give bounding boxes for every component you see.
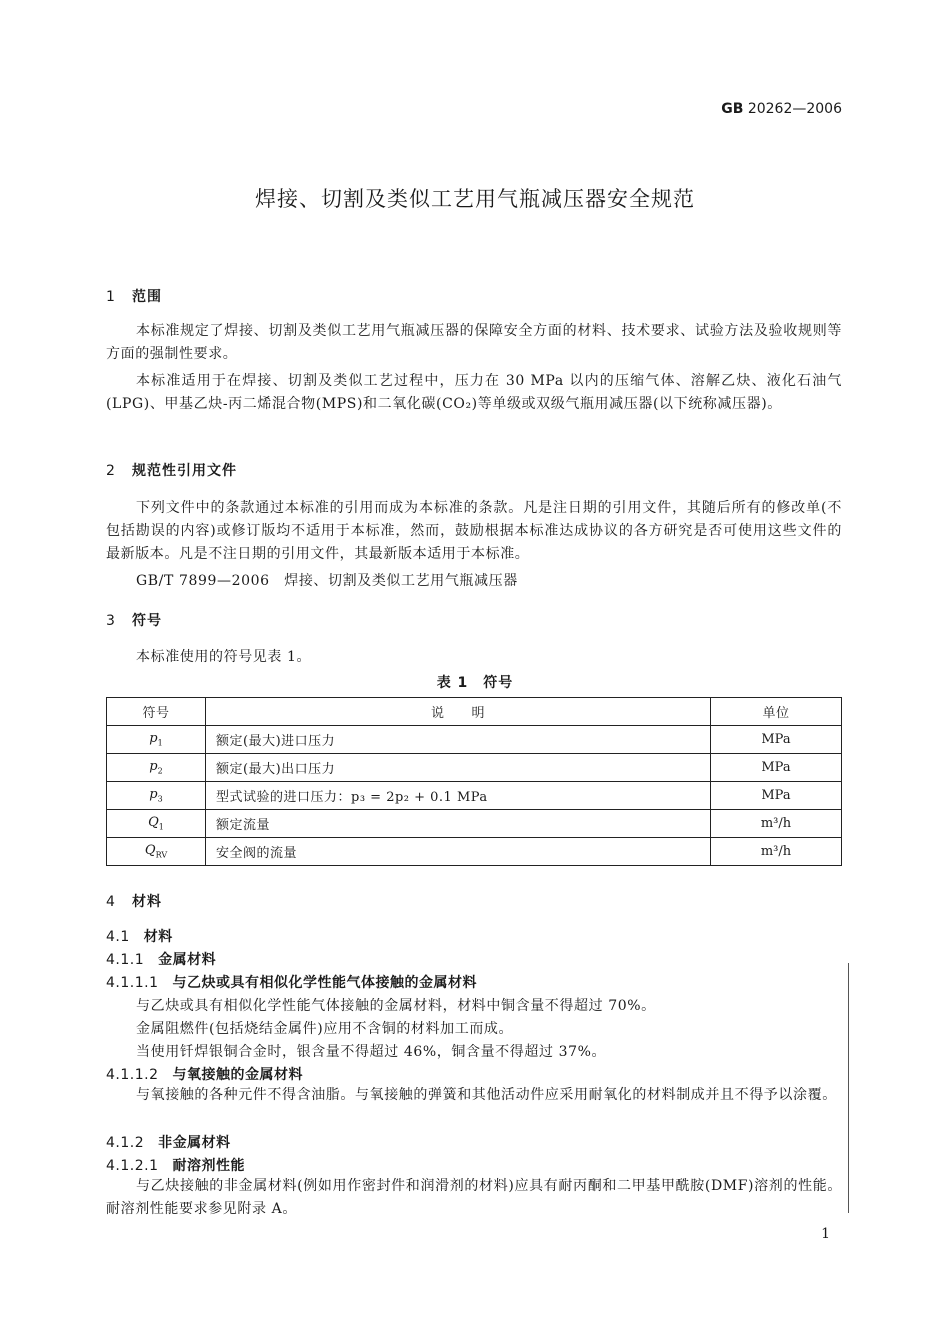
table-header-symbol: 符号: [107, 698, 206, 726]
section-4-heading: [106, 891, 162, 911]
table-header-description: 说 明: [206, 698, 711, 726]
description-cell: 额定流量: [206, 810, 711, 838]
description-cell: 额定(最大)出口压力: [206, 754, 711, 782]
subsection-4-1-2-heading: 4.1.2 非金属材料: [106, 1135, 231, 1151]
description-cell: 型式试验的进口压力：p₃ = 2p₂ + 0.1 MPa: [206, 782, 711, 810]
standard-number: 20262—2006: [747, 101, 842, 117]
section-3-paragraph: 本标准使用的符号见表 1。: [136, 649, 312, 665]
subsection-4-1-1-1-line-3: 当使用钎焊银铜合金时，银含量不得超过 46%，铜含量不得超过 37%。: [136, 1044, 607, 1060]
change-bar: [848, 963, 849, 1213]
section-2-paragraph-1: 下列文件中的条款通过本标准的引用而成为本标准的条款。凡是注日期的引用文件，其随后所有的修改单(不包括勘误的内容)或修订版均不适用于本标准，然而，鼓励根据本标准达成协议的各方研究是否可使用这些文件的最新版本。凡是不注日期的引用文件，其最新版本适用于本标准。: [106, 500, 842, 562]
subsection-4-1-2-1-paragraph: 与乙炔接触的非金属材料(例如用作密封件和润滑剂的材料)应具有耐丙酮和二甲基甲酰胺(DMF)溶剂的性能。耐溶剂性能要求参见附录 A。: [106, 1178, 842, 1217]
description-cell: 安全阀的流量: [206, 838, 711, 866]
standard-prefix: GB: [721, 101, 744, 117]
section-title: 范围: [132, 289, 162, 305]
section-1-heading: [106, 286, 162, 306]
unit-cell: MPa: [711, 726, 842, 754]
section-2-heading: [106, 460, 237, 480]
subsection-4-1-1-1-heading: 4.1.1.1 与乙炔或具有相似化学性能气体接触的金属材料: [106, 975, 477, 991]
subsection-4-1-1-2-heading: 4.1.1.2 与氧接触的金属材料: [106, 1067, 303, 1083]
table-row: [107, 754, 842, 782]
symbol-cell: $Q_1$: [107, 810, 206, 838]
table-caption: 表 1 符号: [436, 675, 514, 691]
subsection-4-1-1-heading: 4.1.1 金属材料: [106, 952, 217, 968]
document-title: 焊接、切割及类似工艺用气瓶减压器安全规范: [255, 187, 695, 211]
section-title: 规范性引用文件: [132, 463, 237, 479]
subsection-4-1-2-1-heading: 4.1.2.1 耐溶剂性能: [106, 1158, 245, 1174]
symbol-cell: $p_3$: [107, 782, 206, 810]
section-1-paragraph-2: 本标准适用于在焊接、切割及类似工艺过程中，压力在 30 MPa 以内的压缩气体、溶解乙炔、液化石油气(LPG)、甲基乙炔-丙二烯混合物(MPS)和二氧化碳(CO₂)等单级或双级气瓶用减压器(以下统称减压器)。: [106, 373, 842, 412]
subsection-4-1-1-2-paragraph: 与氧接触的各种元件不得含油脂。与氧接触的弹簧和其他活动件应采用耐氧化的材料制成并且不得予以涂覆。: [136, 1087, 837, 1103]
symbol-cell: $Q_{RV}$: [107, 838, 206, 866]
symbol-cell: $p_2$: [107, 754, 206, 782]
section-1-paragraph-1: 本标准规定了焊接、切割及类似工艺用气瓶减压器的保障安全方面的材料、技术要求、试验方法及验收规则等方面的强制性要求。: [106, 323, 842, 362]
section-number: 3: [106, 613, 116, 629]
table-row: [107, 838, 842, 866]
description-cell: 额定(最大)进口压力: [206, 726, 711, 754]
table-row: [107, 726, 842, 754]
section-number: 1: [106, 289, 116, 305]
symbols-table: [106, 697, 842, 866]
section-number: 4: [106, 894, 116, 910]
standard-number-header: [721, 101, 842, 117]
section-title: 符号: [132, 613, 162, 629]
section-number: 2: [106, 463, 116, 479]
subsection-4-1-heading: 4.1 材料: [106, 929, 173, 945]
normative-reference: GB/T 7899—2006 焊接、切割及类似工艺用气瓶减压器: [136, 573, 518, 589]
section-title: 材料: [132, 894, 162, 910]
unit-cell: MPa: [711, 782, 842, 810]
unit-cell: m³/h: [711, 838, 842, 866]
section-3-heading: [106, 610, 162, 630]
table-header-row: [107, 698, 842, 726]
symbol-cell: $p_1$: [107, 726, 206, 754]
table-header-unit: 单位: [711, 698, 842, 726]
unit-cell: MPa: [711, 754, 842, 782]
unit-cell: m³/h: [711, 810, 842, 838]
subsection-4-1-1-1-line-2: 金属阻燃件(包括烧结金属件)应用不含铜的材料加工而成。: [136, 1021, 514, 1037]
subsection-4-1-1-1-line-1: 与乙炔或具有相似化学性能气体接触的金属材料，材料中铜含量不得超过 70%。: [136, 998, 656, 1014]
page-number: 1: [821, 1226, 830, 1242]
table-row: [107, 810, 842, 838]
table-row: [107, 782, 842, 810]
